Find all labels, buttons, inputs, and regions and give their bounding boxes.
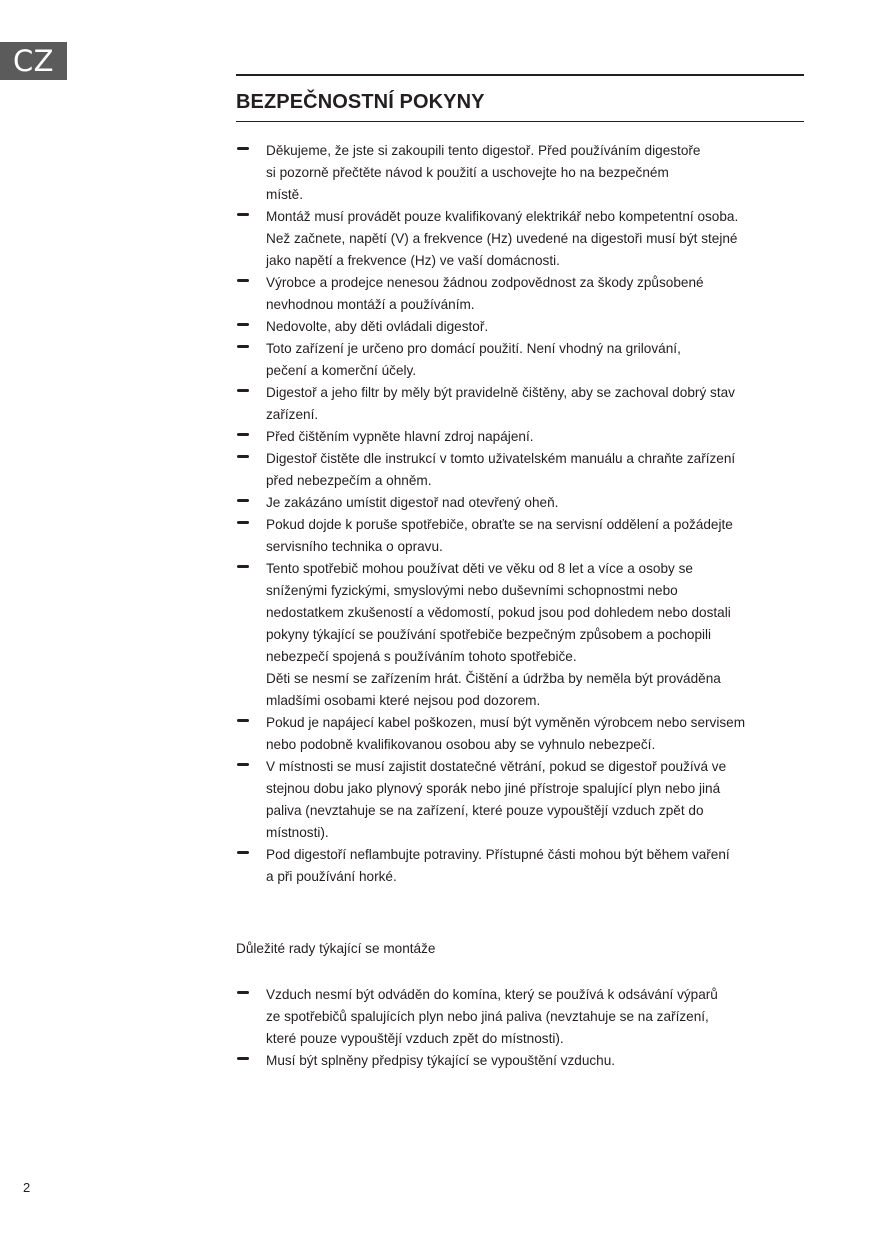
list-item-text-line: Výrobce a prodejce nenesou žádnou zodpovědnost za škody způsobené xyxy=(266,275,704,290)
list-item-text-line: stejnou dobu jako plynový sporák nebo jiné přístroje spalující plyn nebo jiná xyxy=(266,781,721,796)
list-item-text-line: zařízení. xyxy=(266,407,319,422)
dash-bullet-icon xyxy=(237,851,249,854)
safety-instruction-item xyxy=(236,492,811,514)
list-item-text-line: a při používání horké. xyxy=(266,869,397,884)
list-item-text-line: nedostatkem zkušeností a vědomostí, pokud jsou pod dohledem nebo dostali xyxy=(266,605,731,620)
list-item-text-line: před nebezpečím a ohněm. xyxy=(266,473,432,488)
dash-bullet-icon xyxy=(237,433,249,436)
list-item-text-line: Digestoř čistěte dle instrukcí v tomto uživatelském manuálu a chraňte zařízení xyxy=(266,451,736,466)
safety-instructions-list xyxy=(236,140,811,888)
list-item-text-line: ze spotřebičů spalujících plyn nebo jiná paliva (nevztahuje se na zařízení, xyxy=(266,1009,709,1024)
page-title: BEZPEČNOSTNÍ POKYNY xyxy=(236,91,485,113)
list-item-text-line: servisního technika o opravu. xyxy=(266,539,443,554)
list-item-text-line: mladšími osobami které nejsou pod dozorem. xyxy=(266,693,541,708)
dash-bullet-icon xyxy=(237,389,249,392)
list-item-text-line: Pod digestoří neflambujte potraviny. Přístupné části mohou být během vaření xyxy=(266,847,730,862)
safety-instruction-item xyxy=(236,558,811,712)
dash-bullet-icon xyxy=(237,455,249,458)
safety-instruction-item xyxy=(236,844,811,888)
list-item-text-line: které pouze vypouštějí vzduch zpět do místnosti). xyxy=(266,1031,564,1046)
safety-instruction-item xyxy=(236,712,811,756)
dash-bullet-icon xyxy=(237,719,249,722)
list-item-text-line: nevhodnou montáží a používáním. xyxy=(266,297,475,312)
list-item-text-line: Děkujeme, že jste si zakoupili tento digestoř. Před používáním digestoře xyxy=(266,143,701,158)
dash-bullet-icon xyxy=(237,1057,249,1060)
installation-tip-item xyxy=(236,984,811,1050)
list-item-text-line: pečení a komerční účely. xyxy=(266,363,417,378)
dash-bullet-icon xyxy=(237,565,249,568)
list-item-text-line: Vzduch nesmí být odváděn do komína, který se používá k odsávání výparů xyxy=(266,987,718,1002)
dash-bullet-icon xyxy=(237,499,249,502)
list-item-text-line: Montáž musí provádět pouze kvalifikovaný elektrikář nebo kompetentní osoba. xyxy=(266,209,739,224)
title-rule xyxy=(236,121,804,122)
installation-tips-list xyxy=(236,984,811,1072)
list-item-text-line: pokyny týkající se používání spotřebiče bezpečným způsobem a pochopili xyxy=(266,627,712,642)
list-item-text-line: místnosti). xyxy=(266,825,329,840)
list-item-text-line: Musí být splněny předpisy týkající se vypouštění vzduchu. xyxy=(266,1053,616,1068)
list-item-text-line: si pozorně přečtěte návod k použití a uschovejte ho na bezpečném xyxy=(266,165,669,180)
safety-instruction-item xyxy=(236,338,811,382)
installation-tips-heading: Důležité rady týkající se montáže xyxy=(236,941,436,956)
dash-bullet-icon xyxy=(237,763,249,766)
list-item-text-line: V místnosti se musí zajistit dostatečné větrání, pokud se digestoř používá ve xyxy=(266,759,727,774)
safety-instruction-item xyxy=(236,756,811,844)
list-item-text-line: Děti se nesmí se zařízením hrát. Čištění a údržba by neměla být prováděna xyxy=(266,671,721,686)
dash-bullet-icon xyxy=(237,521,249,524)
list-item-text-line: jako napětí a frekvence (Hz) ve vaší domácnosti. xyxy=(266,253,560,268)
list-item-text-line: Tento spotřebič mohou používat děti ve věku od 8 let a více a osoby se xyxy=(266,561,693,576)
safety-instruction-item xyxy=(236,140,811,206)
dash-bullet-icon xyxy=(237,279,249,282)
list-item-text-line: Nedovolte, aby děti ovládali digestoř. xyxy=(266,319,489,334)
list-item-text-line: sníženými fyzickými, smyslovými nebo duševními schopnostmi nebo xyxy=(266,583,678,598)
safety-instruction-item xyxy=(236,382,811,426)
list-item-text-line: Pokud dojde k poruše spotřebiče, obraťte se na servisní oddělení a požádejte xyxy=(266,517,733,532)
installation-tip-item xyxy=(236,1050,811,1072)
top-rule xyxy=(236,74,804,76)
list-item-text-line: Digestoř a jeho filtr by měly být pravidelně čištěny, aby se zachoval dobrý stav xyxy=(266,385,735,400)
list-item-text-line: nebo podobně kvalifikovanou osobou aby se vyhnulo nebezpečí. xyxy=(266,737,656,752)
dash-bullet-icon xyxy=(237,991,249,994)
dash-bullet-icon xyxy=(237,213,249,216)
safety-instruction-item xyxy=(236,426,811,448)
list-item-text-line: Než začnete, napětí (V) a frekvence (Hz) uvedené na digestoři musí být stejné xyxy=(266,231,738,246)
safety-instruction-item xyxy=(236,448,811,492)
page-number: 2 xyxy=(23,1180,31,1195)
safety-instruction-item xyxy=(236,272,811,316)
language-tab: CZ xyxy=(0,42,67,80)
safety-instruction-item xyxy=(236,316,811,338)
dash-bullet-icon xyxy=(237,147,249,150)
list-item-text-line: Pokud je napájecí kabel poškozen, musí být vyměněn výrobcem nebo servisem xyxy=(266,715,746,730)
safety-instruction-item xyxy=(236,206,811,272)
list-item-text-line: Je zakázáno umístit digestoř nad otevřený oheň. xyxy=(266,495,559,510)
list-item-text-line: paliva (nevztahuje se na zařízení, které pouze vypouštějí vzduch zpět do xyxy=(266,803,704,818)
list-item-text-line: nebezpečí spojená s používáním tohoto spotřebiče. xyxy=(266,649,577,664)
dash-bullet-icon xyxy=(237,323,249,326)
safety-instruction-item xyxy=(236,514,811,558)
dash-bullet-icon xyxy=(237,345,249,348)
list-item-text-line: Před čištěním vypněte hlavní zdroj napájení. xyxy=(266,429,534,444)
list-item-text-line: místě. xyxy=(266,187,304,202)
list-item-text-line: Toto zařízení je určeno pro domácí použití. Není vhodný na grilování, xyxy=(266,341,681,356)
